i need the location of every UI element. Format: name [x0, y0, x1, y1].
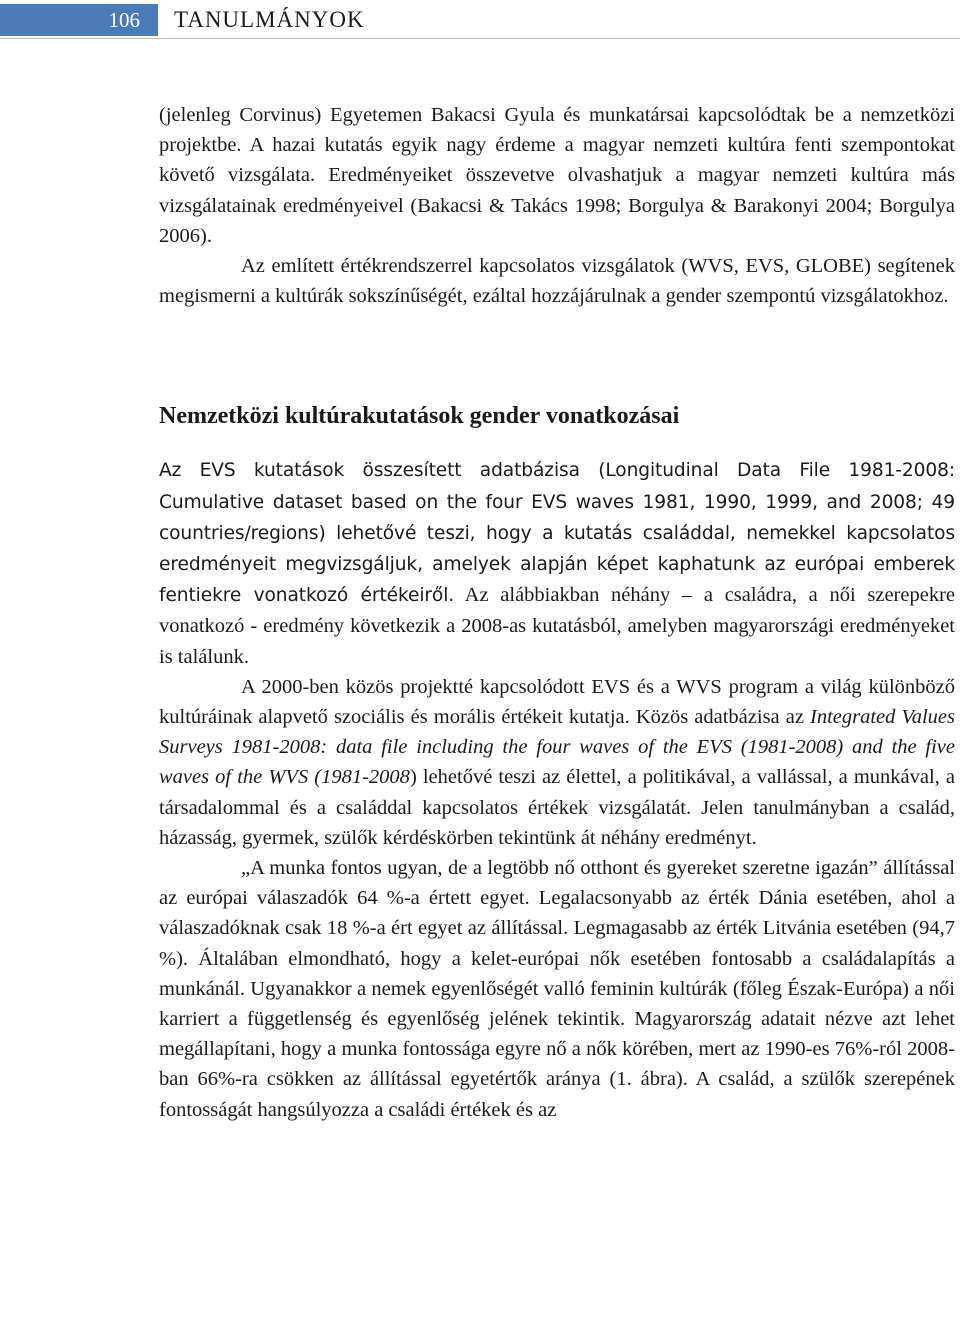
intro-paragraph-1: (jelenleg Corvinus) Egyetemen Bakacsi Gyula és munkatársai kapcsolódtak be a nemzetközi projektbe. A hazai kutatás egyik nagy érdeme a magyar nemzeti kultúra fenti szempontokat követő vizsgálata. Eredményeiket összevetve olvashatjuk a magyar nemzeti kultúra más vizsgálatainak eredményeivel (Bakacsi & Takács 1998; Borgulya & Barakonyi 2004; Borgulya 2006).: [159, 104, 955, 247]
spacer: [159, 311, 955, 401]
paragraph-rest: Az alábbiakban néhány – a családra, a női szerepekre vonatkozó - eredmény következik a 2008-as kutatásból, amelyben magyarországi eredményeket is találunk.: [159, 584, 956, 668]
intro-paragraph-2: Az említett értékrendszerrel kapcsolatos vizsgálatok (WVS, EVS, GLOBE) segítenek megismerni a kultúrák sokszínűségét, ezáltal hozzájárulnak a gender szempontú vizsgálatokhoz.: [159, 255, 955, 308]
page-number-badge: 106: [0, 4, 158, 36]
spacer: [159, 431, 955, 455]
page-header: [0, 0, 960, 39]
section-paragraph-3: „A munka fontos ugyan, de a legtöbb nő otthont és gyereket szeretne igazán” állítással az európai válaszadók 64 %-a értett egyet. Legalacsonyabb az érték Dánia esetében, ahol a válaszadóknak csak 18 %-a ért egyet az állítással. Legmagasabb az érték Litvánia esetében (94,7 %). Általában elmondható, hogy a kelet-európai nők esetében fontosabb a családalapítás a munkánál. Ugyanakkor a nemek egyenlőségét valló feminin kultúrák (főleg Észak-Európa) a női karriert a függetlenség és egyenlőség jelének tekintik. Magyarország adatait nézve azt lehet megállapítani, hogy a munka fontossága egyre nő a nők körében, mert az 1990-es 76%-ról 2008-ban 66%-ra csökken az állítással egyetértők aránya (1. ábra). A család, a szülők szerepének fontosságát hangsúlyozza a családi értékek és az: [159, 857, 955, 1121]
body-text: [159, 100, 955, 1125]
running-section-title: TANULMÁNYOK: [174, 7, 365, 32]
dataset-title-italic: Integrated Values Surveys 1981-2008: data file including the four waves of the EVS (1981-2008) and the five waves of the WVS (1981-2008: [159, 706, 955, 789]
section-paragraph-2: [159, 672, 955, 853]
section-heading: Nemzetközi kultúrakutatások gender vonatkozásai: [159, 403, 680, 430]
paragraph-text: ) lehetővé teszi az élettel, a politikával, a vallással, a munkával, a társadalommal és a családdal kapcsolatos értékek vizsgálatát. Jelen tanulmányban a család, házasság, gyermek, szülők kérdéskörben tekintünk át néhány eredményt.: [159, 766, 955, 849]
paragraph-sans-lead: Az EVS kutatások összesített adatbázisa (Longitudinal Data File 1981-2008: Cumulative dataset based on the four EVS waves 1981, 1990, 1999, and 2008; 49 countries/regions) lehetővé teszi, hogy a kutatás családdal, nemekkel kapcsolatos eredményeit megvizsgáljuk, amelyek alapján képet kaphatunk az európai emberek fentiekre vonatkozó értékeiről.: [159, 460, 955, 607]
paragraph-text: A 2000-ben közös projektté kapcsolódott EVS és a WVS program a világ különböző kultúráinak alapvető szociális és morális értékeit kutatja. Közös adatbázisa az: [159, 675, 955, 729]
section-paragraph-1: [159, 455, 955, 671]
